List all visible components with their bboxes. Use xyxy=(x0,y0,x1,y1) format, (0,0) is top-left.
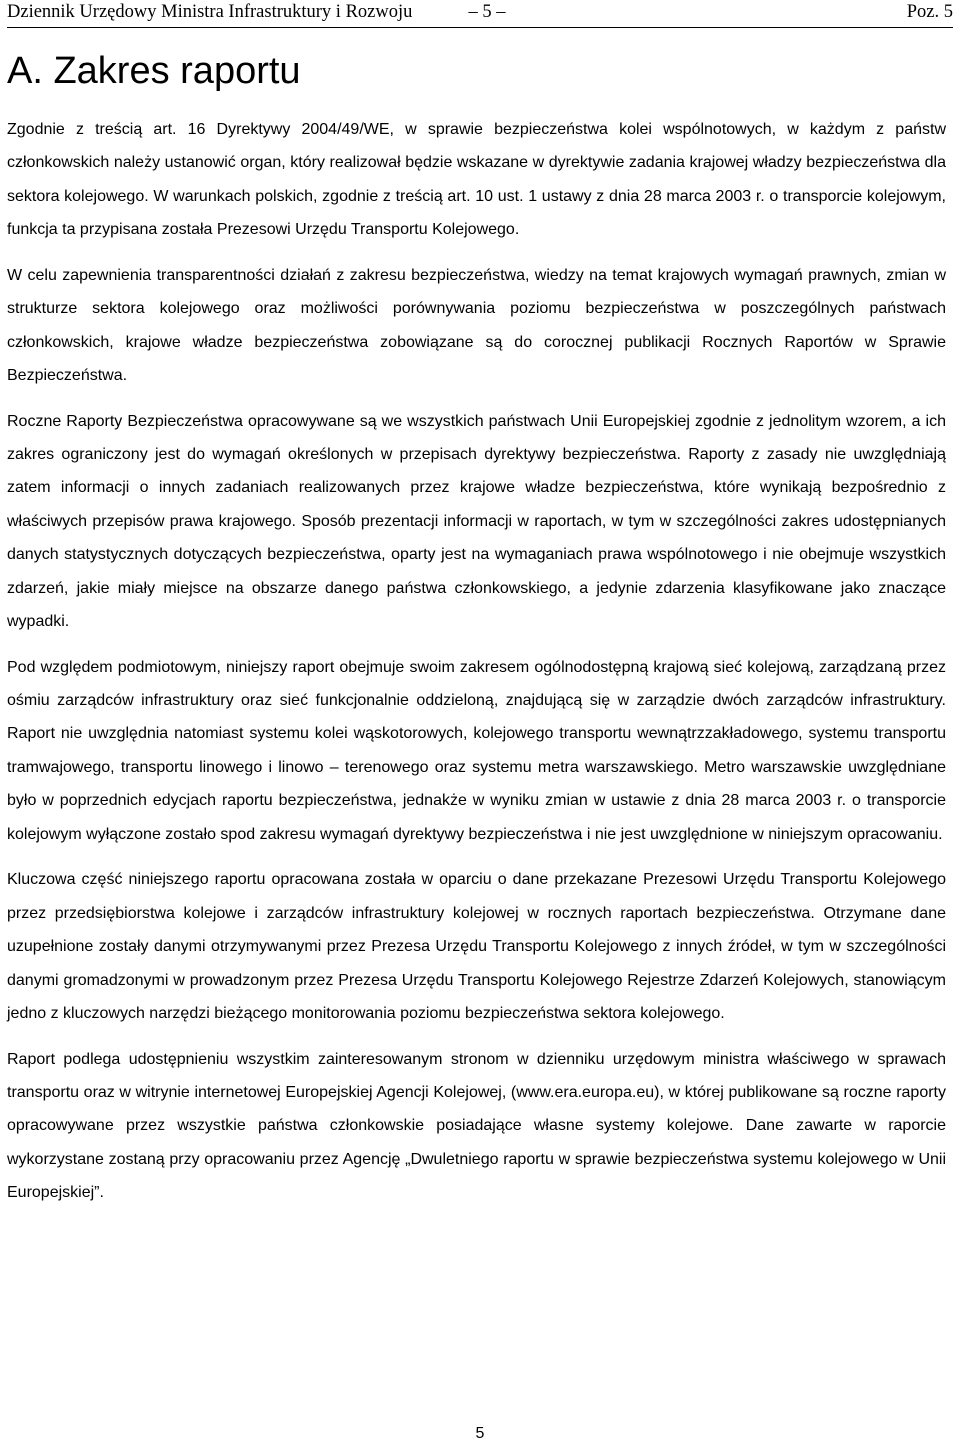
page-header xyxy=(7,0,953,28)
journal-title: Dziennik Urzędowy Ministra Infrastruktury i Rozwoju xyxy=(7,2,413,22)
paragraph-publication: Raport podlega udostępnieniu wszystkim zainteresowanym stronom w dzienniku urzędowym ministra właściwego w sprawach transportu oraz w witrynie internetowej Europejskiej Agencji Kolejowej, (www.era.europa.eu), w której publikowane są roczne raporty opracowywane przez wszystkie państwa członkowskie posiadające własne systemy kolejowe. Dane zawarte w raporcie wykorzystane zostaną przy opracowaniu przez Agencję „Dwuletniego raportu w sprawie bezpieczeństwa systemu kolejowego w Unii Europejskiej”. xyxy=(7,1050,946,1202)
paragraph-legal-basis: Zgodnie z treścią art. 16 Dyrektywy 2004/49/WE, w sprawie bezpieczeństwa kolei wspólnotowych, w każdym z państw członkowskich należy ustanowić organ, który realizował będzie wskazane w dyrektywie zadania krajowej władzy bezpieczeństwa dla sektora kolejowego. W warunkach polskich, zgodnie z treścią art. 10 ust. 1 ustawy z dnia 28 marca 2003 r. o transporcie kolejowym, funkcja ta przypisana została Prezesowi Urzędu Transportu Kolejowego. xyxy=(7,121,946,239)
header-page-indicator: – 5 – xyxy=(468,2,506,22)
position-number: Poz. 5 xyxy=(906,2,953,22)
page-number: 5 xyxy=(475,1425,485,1442)
paragraph-annual-reports: Roczne Raporty Bezpieczeństwa opracowywane są we wszystkich państwach Unii Europejskiej zgodnie z jednolitym wzorem, a ich zakres ograniczony jest do wymagań określonych w przepisach dyrektywy bezpieczeństwa. Raporty z zasady nie uwzględniają zatem informacji o innych zadaniach realizowanych przez krajowe władze bezpieczeństwa, które wynikają bezpośrednio z właściwych przepisów prawa krajowego. Sposób prezentacji informacji w raportach, w tym w szczególności zakres udostępnianych danych statystycznych dotyczących bezpieczeństwa, oparty jest na wymaganiach prawa wspólnotowego i nie obejmuje wszystkich zdarzeń, jakie miały miejsce na obszarze danego państwa członkowskiego, a jedynie zdarzenia klasyfikowane jako znaczące wypadki. xyxy=(7,412,946,631)
document-body xyxy=(7,113,946,1210)
paragraph-transparency: W celu zapewnienia transparentności działań z zakresu bezpieczeństwa, wiedzy na temat krajowych wymagań prawnych, zmian w strukturze sektora kolejowego oraz możliwości porównywania poziomu bezpieczeństwa w poszczególnych państwach członkowskich, krajowe władze bezpieczeństwa zobowiązane są do corocznej publikacji Rocznych Raportów w Sprawie Bezpieczeństwa. xyxy=(7,266,946,385)
paragraph-scope: Pod względem podmiotowym, niniejszy raport obejmuje swoim zakresem ogólnodostępną krajową sieć kolejową, zarządzaną przez ośmiu zarządców infrastruktury oraz sieć funkcjonalnie oddzieloną, znajdującą się w zarządzie dwóch zarządców infrastruktury. Raport nie uwzględnia natomiast systemu kolei wąskotorowych, kolejowego transportu wewnątrzzakładowego, systemu transportu tramwajowego, transportu linowego i linowo – terenowego oraz systemu metra warszawskiego. Metro warszawskie uwzględniane było w poprzednich edycjach raportu bezpieczeństwa, jednakże w wyniku zmian w ustawie z dnia 28 marca 2003 r. o transporcie kolejowym wyłączone zostało spod zakresu wymagań dyrektywy bezpieczeństwa i nie jest uwzględnione w niniejszym opracowaniu. xyxy=(7,658,946,843)
section-title: A. Zakres raportu xyxy=(7,50,301,92)
paragraph-data-sources: Kluczowa część niniejszego raportu opracowana została w oparciu o dane przekazane Prezesowi Urzędu Transportu Kolejowego przez przedsiębiorstwa kolejowe i zarządców infrastruktury kolejowej w rocznych raportach bezpieczeństwa. Otrzymane dane uzupełnione zostały danymi otrzymywanymi przez Prezesa Urzędu Transportu Kolejowego z innych źródeł, w tym w szczególności danymi gromadzonymi w prowadzonym przez Prezesa Urzędu Transportu Kolejowego Rejestrze Zdarzeń Kolejowych, stanowiącym jedno z kluczowych narzędzi bieżącego monitorowania poziomu bezpieczeństwa sektora kolejowego. xyxy=(7,871,946,1022)
